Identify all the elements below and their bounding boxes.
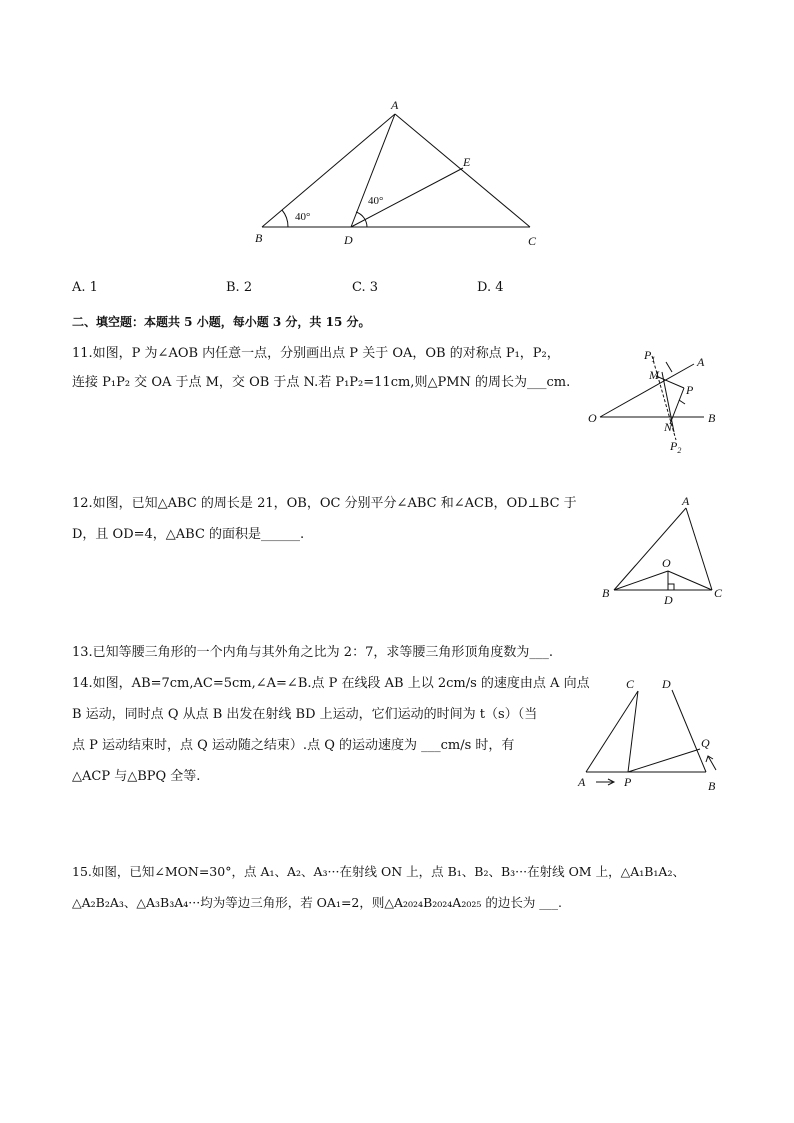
angle-d-label: 40°	[368, 195, 384, 207]
q14-line3: 点 P 运动结束时，点 Q 运动随之结束）.点 Q 的运动速度为 ___cm/s 时，有	[72, 738, 515, 753]
q14-line2: B 运动，同时点 Q 从点 B 出发在射线 BD 上运动，它们运动的时间为 t（s）（当	[72, 707, 538, 722]
label-e: E	[463, 155, 471, 169]
q14-label-b: B	[708, 779, 716, 793]
q12-line1: 12.如图，已知△ABC 的周长是 21，OB，OC 分别平分∠ABC 和∠ACB，OD⊥BC 于	[72, 496, 577, 511]
q14-label-c: C	[626, 677, 635, 691]
q11-line2: 连接 P₁P₂ 交 OA 于点 M，交 OB 于点 N.若 P₁P₂=11cm,则△PMN 的周长为___cm.	[72, 375, 571, 390]
q12-line2: D，且 OD=4，△ABC 的面积是______.	[72, 527, 305, 542]
q12-label-d: D	[664, 593, 673, 607]
q15-line1: 15.如图，已知∠MON=30°，点 A₁、A₂、A₃···在射线 ON 上，点 B₁、B₂、B₃···在射线 OM 上，△A₁B₁A₂、	[72, 864, 685, 879]
top-triangle-figure	[240, 92, 560, 262]
q11-figure	[582, 342, 732, 460]
q14-figure	[574, 676, 734, 798]
label-d: D	[344, 233, 353, 247]
q11-line1: 11.如图，P 为∠AOB 内任意一点，分别画出点 P 关于 OA，OB 的对称点 P₁，P₂，	[72, 346, 560, 361]
label-a: A	[391, 98, 399, 112]
q11-label-a: A	[697, 355, 705, 369]
q12-label-b: B	[602, 586, 610, 600]
q14-label-a: A	[578, 775, 586, 789]
q11-label-m: M	[649, 368, 659, 382]
q11-label-p: P	[686, 383, 694, 397]
choice-c: C. 3	[352, 280, 379, 295]
label-b: B	[255, 231, 263, 245]
q12-figure	[596, 494, 732, 610]
choice-a: A. 1	[72, 280, 98, 295]
q11-label-o: O	[588, 411, 597, 425]
q14-label-q: Q	[701, 736, 710, 750]
q14-line4: △ACP 与△BPQ 全等.	[72, 769, 201, 784]
q14-line1: 14.如图，AB=7cm,AC=5cm,∠A=∠B.点 P 在线段 AB 上以 2cm/s 的速度由点 A 向点	[72, 676, 590, 691]
angle-b-label: 40°	[295, 211, 311, 223]
q11-label-n: N	[664, 420, 673, 434]
q14-label-d: D	[662, 677, 671, 691]
label-c: C	[528, 234, 537, 248]
q12-label-a: A	[682, 494, 690, 508]
q11-label-p1: $P_1$	[644, 348, 656, 364]
q13-line1: 13.已知等腰三角形的一个内角与其外角之比为 2：7，求等腰三角形顶角度数为___.	[72, 645, 553, 660]
q11-label-b: B	[708, 411, 716, 425]
q12-label-o: O	[662, 556, 671, 570]
section-heading: 二、填空题：本题共 5 小题，每小题 3 分，共 15 分。	[72, 315, 371, 329]
choice-d: D. 4	[477, 280, 504, 295]
choice-b: B. 2	[226, 280, 253, 295]
q15-line2: △A₂B₂A₃、△A₃B₃A₄···均为等边三角形，若 OA₁=2，则△A₂₀₂₄B₂₀₂₄A₂₀₂₅ 的边长为 ___.	[72, 895, 563, 910]
q14-label-p: P	[624, 775, 632, 789]
q12-label-c: C	[714, 586, 723, 600]
q11-label-p2: $P_2$	[670, 439, 682, 455]
